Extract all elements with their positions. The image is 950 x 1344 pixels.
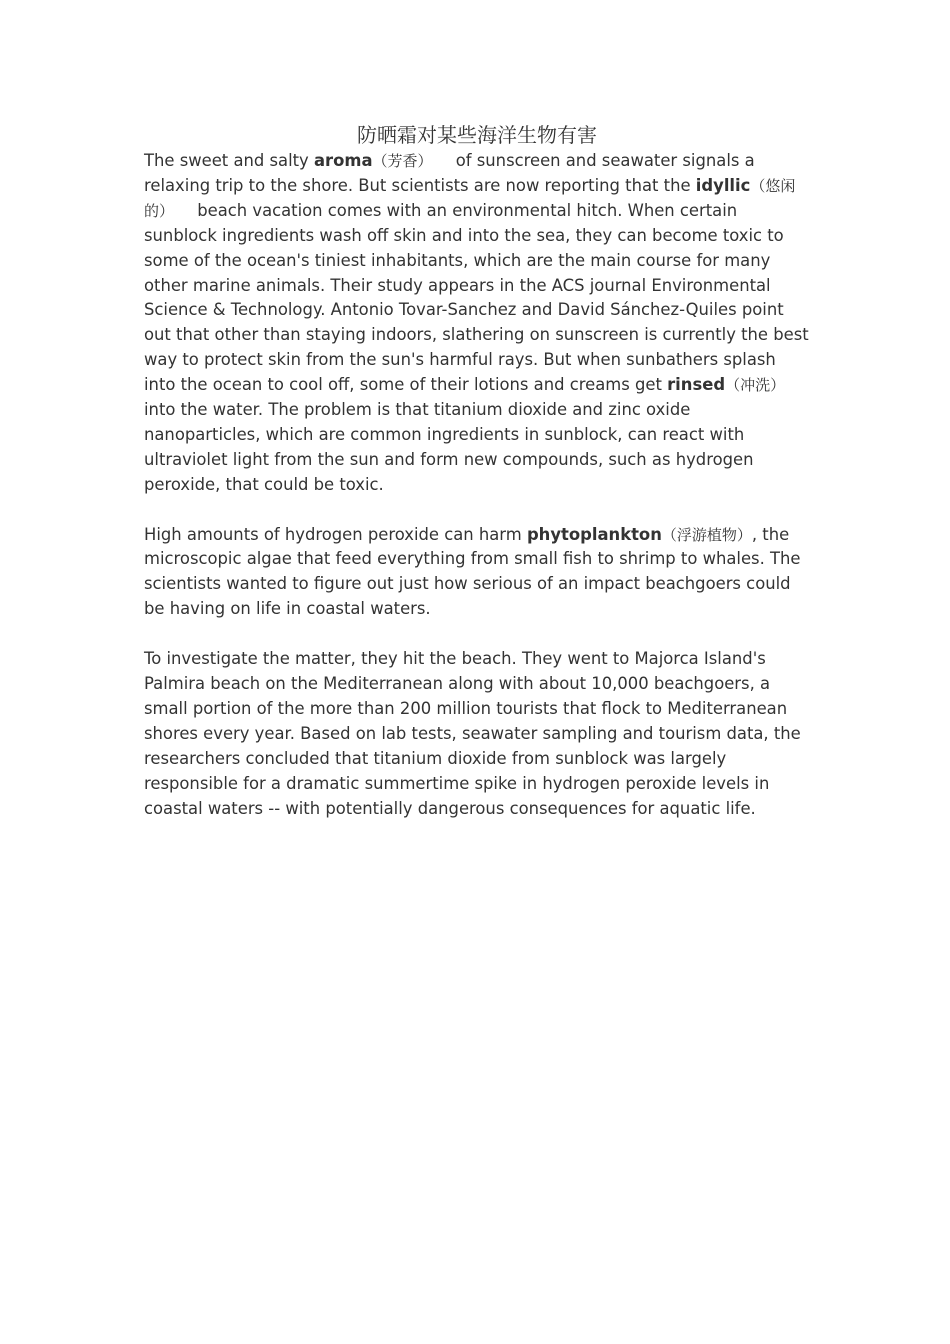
paragraph-text: The sweet and salty	[144, 151, 314, 170]
vocabulary-term: aroma	[313, 151, 373, 170]
paragraph-text: of sunscreen and seawater signals a relaxing trip to the shore. But scientists are now reporting that the	[144, 151, 755, 195]
paragraph-text: beach vacation comes with an environmental hitch. When certain sunblock ingredients wash off skin and into the sea, they can become toxic to some of the ocean's tiniest inhabitants, which are the main course for many other marine animals. Their study appears in the ACS journal Environmental Science & Technology. Antonio Tovar-Sanchez and David Sánchez-Quiles point out that other than staying indoors, slathering on sunscreen is currently the best way to protect skin from the sun's harmful rays. But when sunbathers splash into the ocean to cool off, some of their lotions and creams get	[144, 200, 809, 395]
paragraph-text: To investigate the matter, they hit the beach. They went to Majorca Island's Palmira beach on the Mediterranean along with about 10,000 beachgoers, a small portion of the more than 200 million tourists that flock to Mediterranean shores every year. Based on lab tests, seawater sampling and tourism data, the researchers concluded that titanium dioxide from sunblock was largely responsible for a dramatic summertime spike in hydrogen peroxide levels in coastal waters -- with potentially dangerous consequences for aquatic life.	[144, 649, 801, 818]
chinese-gloss: （冲洗）	[725, 376, 786, 395]
paragraph-text: High amounts of hydrogen peroxide can harm	[144, 524, 527, 544]
article-body	[144, 122, 810, 846]
vocabulary-term: phytoplankton	[526, 524, 662, 544]
chinese-gloss: （浮游植物）	[661, 525, 752, 544]
chinese-gloss: （悠闲的）	[144, 176, 796, 220]
article-paragraph	[144, 523, 810, 623]
vocabulary-term: idyllic	[695, 175, 751, 195]
article-paragraphs	[144, 149, 810, 821]
chinese-gloss: （芳香）	[372, 152, 433, 170]
article-paragraph	[144, 647, 810, 821]
paragraph-text: , the microscopic algae that feed everything from small fish to shrimp to whales. The scientists wanted to figure out just how serious of an impact beachgoers could be having on life in coastal waters.	[144, 524, 801, 619]
vocabulary-term: rinsed	[667, 375, 726, 395]
paragraph-text: into the water. The problem is that titanium dioxide and zinc oxide nanoparticles, which are common ingredients in sunblock, can react with ultraviolet light from the sun and form new compounds, such as hydrogen peroxide, that could be toxic.	[144, 400, 754, 494]
article-paragraph	[144, 149, 810, 498]
article-title: 防晒霜对某些海洋生物有害	[357, 123, 597, 147]
